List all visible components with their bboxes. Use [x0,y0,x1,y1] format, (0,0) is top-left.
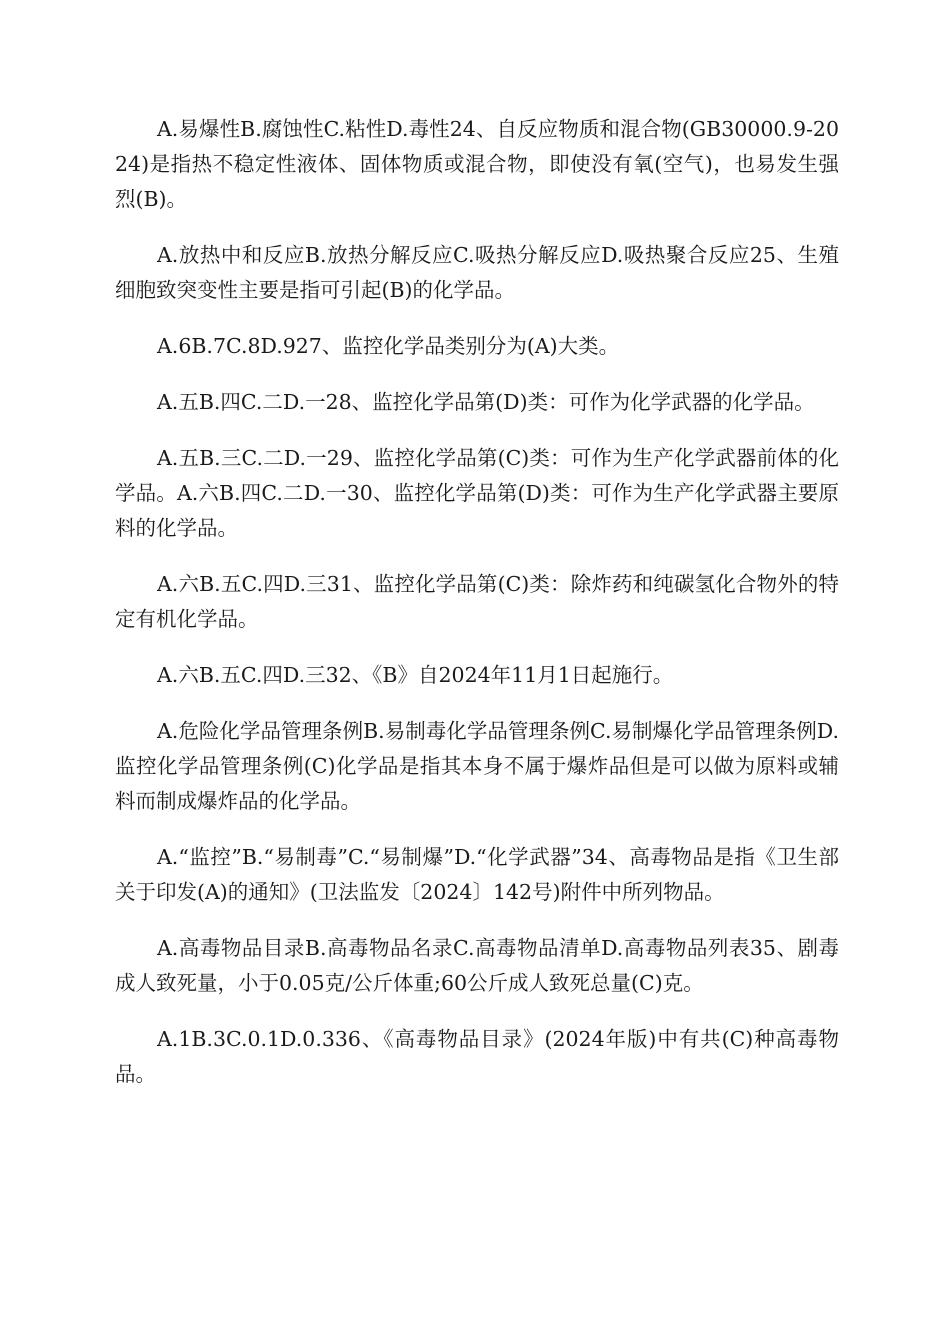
paragraph-q28: A.五B.四C.二D.一28、监控化学品第(D)类：可作为化学武器的化学品。 [157,390,815,414]
paragraph-q32: A.六B.五C.四D.三32、《B》自2024年11月1日起施行。 [157,663,674,687]
paragraph-q33: A.危险化学品管理条例B.易制毒化学品管理条例C.易制爆化学品管理条例D.监控化学品管理条例(C)化学品是指其本身不属于爆炸品但是可以做为原料或辅料而制成爆炸品的化学品。 [115,719,839,813]
paragraph-q25: A.放热中和反应B.放热分解反应C.吸热分解反应D.吸热聚合反应25、生殖细胞致突变性主要是指可引起(B)的化学品。 [115,243,839,302]
paragraph-q31: A.六B.五C.四D.三31、监控化学品第(C)类：除炸药和纯碳氢化合物外的特定有机化学品。 [115,572,839,631]
paragraph-q36: A.1B.3C.0.1D.0.336、《高毒物品目录》(2024年版)中有共(C)种高毒物品。 [115,1027,839,1086]
paragraph-q34: A.“监控”B.“易制毒”C.“易制爆”D.“化学武器”34、高毒物品是指《卫生部关于印发(A)的通知》(卫法监发〔2024〕142号)附件中所列物品。 [115,845,839,904]
paragraph-q35: A.高毒物品目录B.高毒物品名录C.高毒物品清单D.高毒物品列表35、剧毒成人致死量，小于0.05克/公斤体重;60公斤成人致死总量(C)克。 [115,936,839,995]
document-body [115,112,839,1113]
paragraph-q24: A.易爆性B.腐蚀性C.粘性D.毒性24、自反应物质和混合物(GB30000.9-2024)是指热不稳定性液体、固体物质或混合物，即使没有氧(空气)，也易发生强烈(B)。 [115,117,839,211]
paragraph-q27: A.6B.7C.8D.927、监控化学品类别分为(A)大类。 [157,334,620,358]
paragraph-q29-q30: A.五B.三C.二D.一29、监控化学品第(C)类：可作为生产化学武器前体的化学品。A.六B.四C.二D.一30、监控化学品第(D)类：可作为生产化学武器主要原料的化学品。 [115,446,839,540]
